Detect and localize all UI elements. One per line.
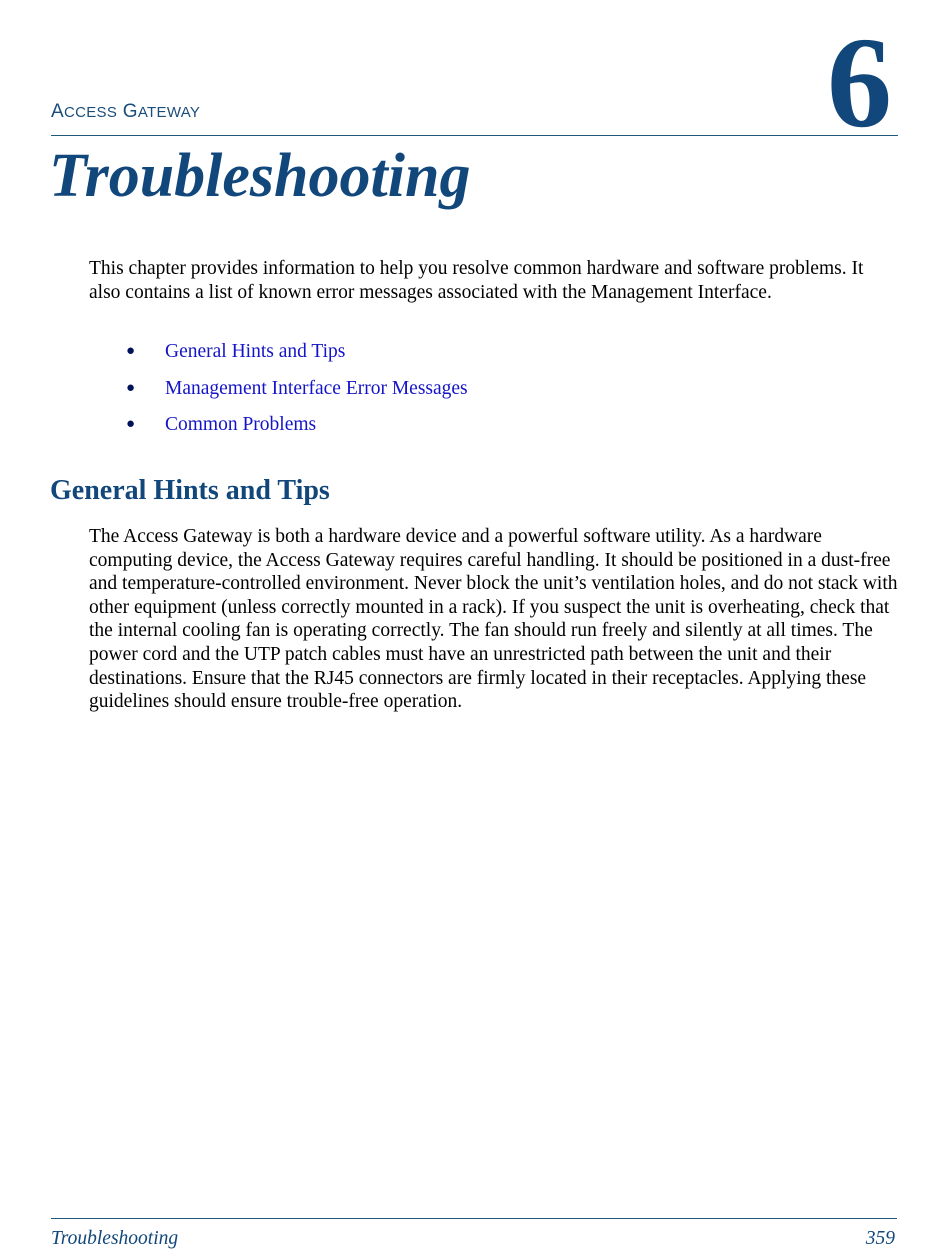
link-general-hints-and-tips[interactable]: General Hints and Tips bbox=[165, 341, 346, 362]
page-header bbox=[51, 11, 898, 155]
running-title-rest-g: ATEWAY bbox=[137, 104, 201, 121]
running-title-cap-g: G bbox=[122, 101, 138, 122]
chapter-number: 6 bbox=[827, 11, 892, 155]
chapter-title: Troubleshooting bbox=[49, 142, 471, 210]
bullet-icon: ● bbox=[126, 379, 136, 396]
section-heading: General Hints and Tips bbox=[50, 475, 330, 506]
list-item bbox=[89, 413, 889, 450]
page-footer bbox=[51, 1218, 897, 1255]
intro-paragraph: This chapter provides information to help you resolve common hardware and software problems. It also contains a list of known error messages associated with the Management Interface. bbox=[89, 258, 864, 303]
list-item bbox=[89, 377, 889, 414]
link-common-problems[interactable]: Common Problems bbox=[165, 414, 317, 435]
running-title bbox=[51, 102, 200, 121]
running-title-rest-a: CCESS bbox=[63, 104, 118, 121]
bullet-icon: ● bbox=[126, 416, 136, 432]
page-number: 359 bbox=[865, 1228, 895, 1249]
running-title-cap-a: A bbox=[51, 101, 64, 122]
link-management-interface-error-messages[interactable]: Management Interface Error Messages bbox=[165, 377, 468, 399]
section-body: The Access Gateway is both a hardware device and a powerful software utility. As a hardware computing device, the Access Gateway requires careful handling. It should be positioned in a dust-free and temperature-controlled environment. Never block the unit’s ventilation holes, and do not stack with other equipment (unless correctly mounted in a rack). If you suspect the unit is overheating, check that the internal cooling fan is operating correctly. The fan should run freely and silently at all times. The power cord and the UTP patch cables must have an unrestricted path between the unit and their destinations. Ensure that the RJ45 connectors are firmly located in their receptacles. Applying these guidelines should ensure trouble-free operation. bbox=[89, 526, 898, 713]
bullet-icon: ● bbox=[126, 343, 136, 359]
chapter-contents-list bbox=[89, 340, 889, 450]
list-item bbox=[89, 340, 889, 377]
footer-title: Troubleshooting bbox=[51, 1228, 179, 1249]
